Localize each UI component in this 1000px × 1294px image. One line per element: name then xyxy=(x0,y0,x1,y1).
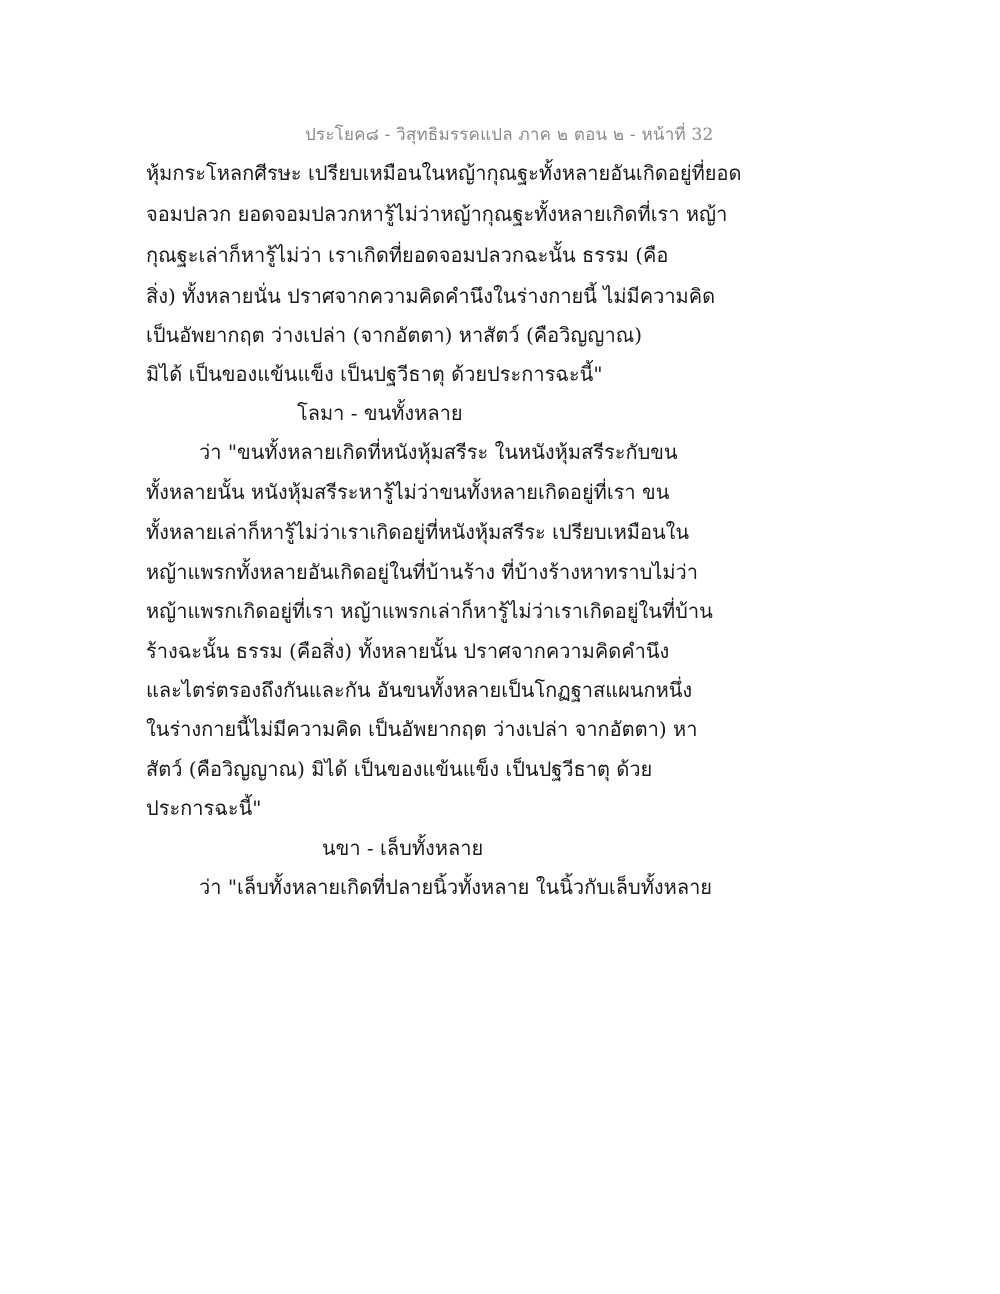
body-line: จอมปลวก ยอดจอมปลวกหารู้ไม่ว่าหญ้ากุณฐะทั้งหลายเกิดที่เรา หญ้า xyxy=(146,202,728,226)
body-line: ประการฉะนี้" xyxy=(146,796,262,820)
section-heading: นขา - เล็บทั้งหลาย xyxy=(322,836,484,860)
body-line: ทั้งหลายเล่าก็หารู้ไม่ว่าเราเกิดอยู่ที่หนังหุ้มสรีระ เปรียบเหมือนใน xyxy=(146,520,690,544)
body-line: สัตว์ (คือวิญญาณ) มิได้ เป็นของแข้นแข็ง เป็นปฐวีธาตุ ด้วย xyxy=(146,757,653,781)
body-line: กุณฐะเล่าก็หารู้ไม่ว่า เราเกิดที่ยอดจอมปลวกฉะนั้น ธรรม (คือ xyxy=(146,243,669,267)
paragraph-first-line: ว่า "เล็บทั้งหลายเกิดที่ปลายนิ้วทั้งหลาย ในนิ้วกับเล็บทั้งหลาย xyxy=(199,875,713,899)
body-line: หญ้าแพรกทั้งหลายอันเกิดอยู่ในที่บ้านร้าง ที่บ้างร้างหาทราบไม่ว่า xyxy=(146,560,698,584)
body-line: สิ่ง) ทั้งหลายนั่น ปราศจากความคิดคำนึงในร่างกายนี้ ไม่มีความคิด xyxy=(146,284,716,308)
section-heading: โลมา - ขนทั้งหลาย xyxy=(297,401,463,425)
body-line: มิได้ เป็นของแข้นแข็ง เป็นปฐวีธาตุ ด้วยประการฉะนี้" xyxy=(146,362,603,386)
body-line: ร้างฉะนั้น ธรรม (คือสิ่ง) ทั้งหลายนั้น ปราศจากความคิดคำนึง xyxy=(146,639,670,663)
body-line: และไตร่ตรองถึงกันและกัน อันขนทั้งหลายเป็นโกฏฐาสแผนกหนึ่ง xyxy=(146,678,693,702)
body-line: หุ้มกระโหลกศีรษะ เปรียบเหมือนในหญ้ากุณฐะทั้งหลายอันเกิดอยู่ที่ยอด xyxy=(146,161,742,185)
body-line: ทั้งหลายนั้น หนังหุ้มสรีระหารู้ไม่ว่าขนทั้งหลายเกิดอยู่ที่เรา ขน xyxy=(146,480,670,504)
paragraph-first-line: ว่า "ขนทั้งหลายเกิดที่หนังหุ้มสรีระ ในหนังหุ้มสรีระกับขน xyxy=(199,440,678,464)
body-line: เป็นอัพยากฤต ว่างเปล่า (จากอัตตา) หาสัตว์ (คือวิญญาณ) xyxy=(146,323,643,347)
body-line: หญ้าแพรกเกิดอยู่ที่เรา หญ้าแพรกเล่าก็หารู้ไม่ว่าเราเกิดอยู่ในที่บ้าน xyxy=(146,599,713,623)
body-line: ในร่างกายนี้ไม่มีความคิด เป็นอัพยากฤต ว่างเปล่า จากอัตตา) หา xyxy=(146,717,698,741)
running-header: ประโยค๘ - วิสุทธิมรรคแปล ภาค ๒ ตอน ๒ - หน้าที่ 32 xyxy=(305,125,714,145)
